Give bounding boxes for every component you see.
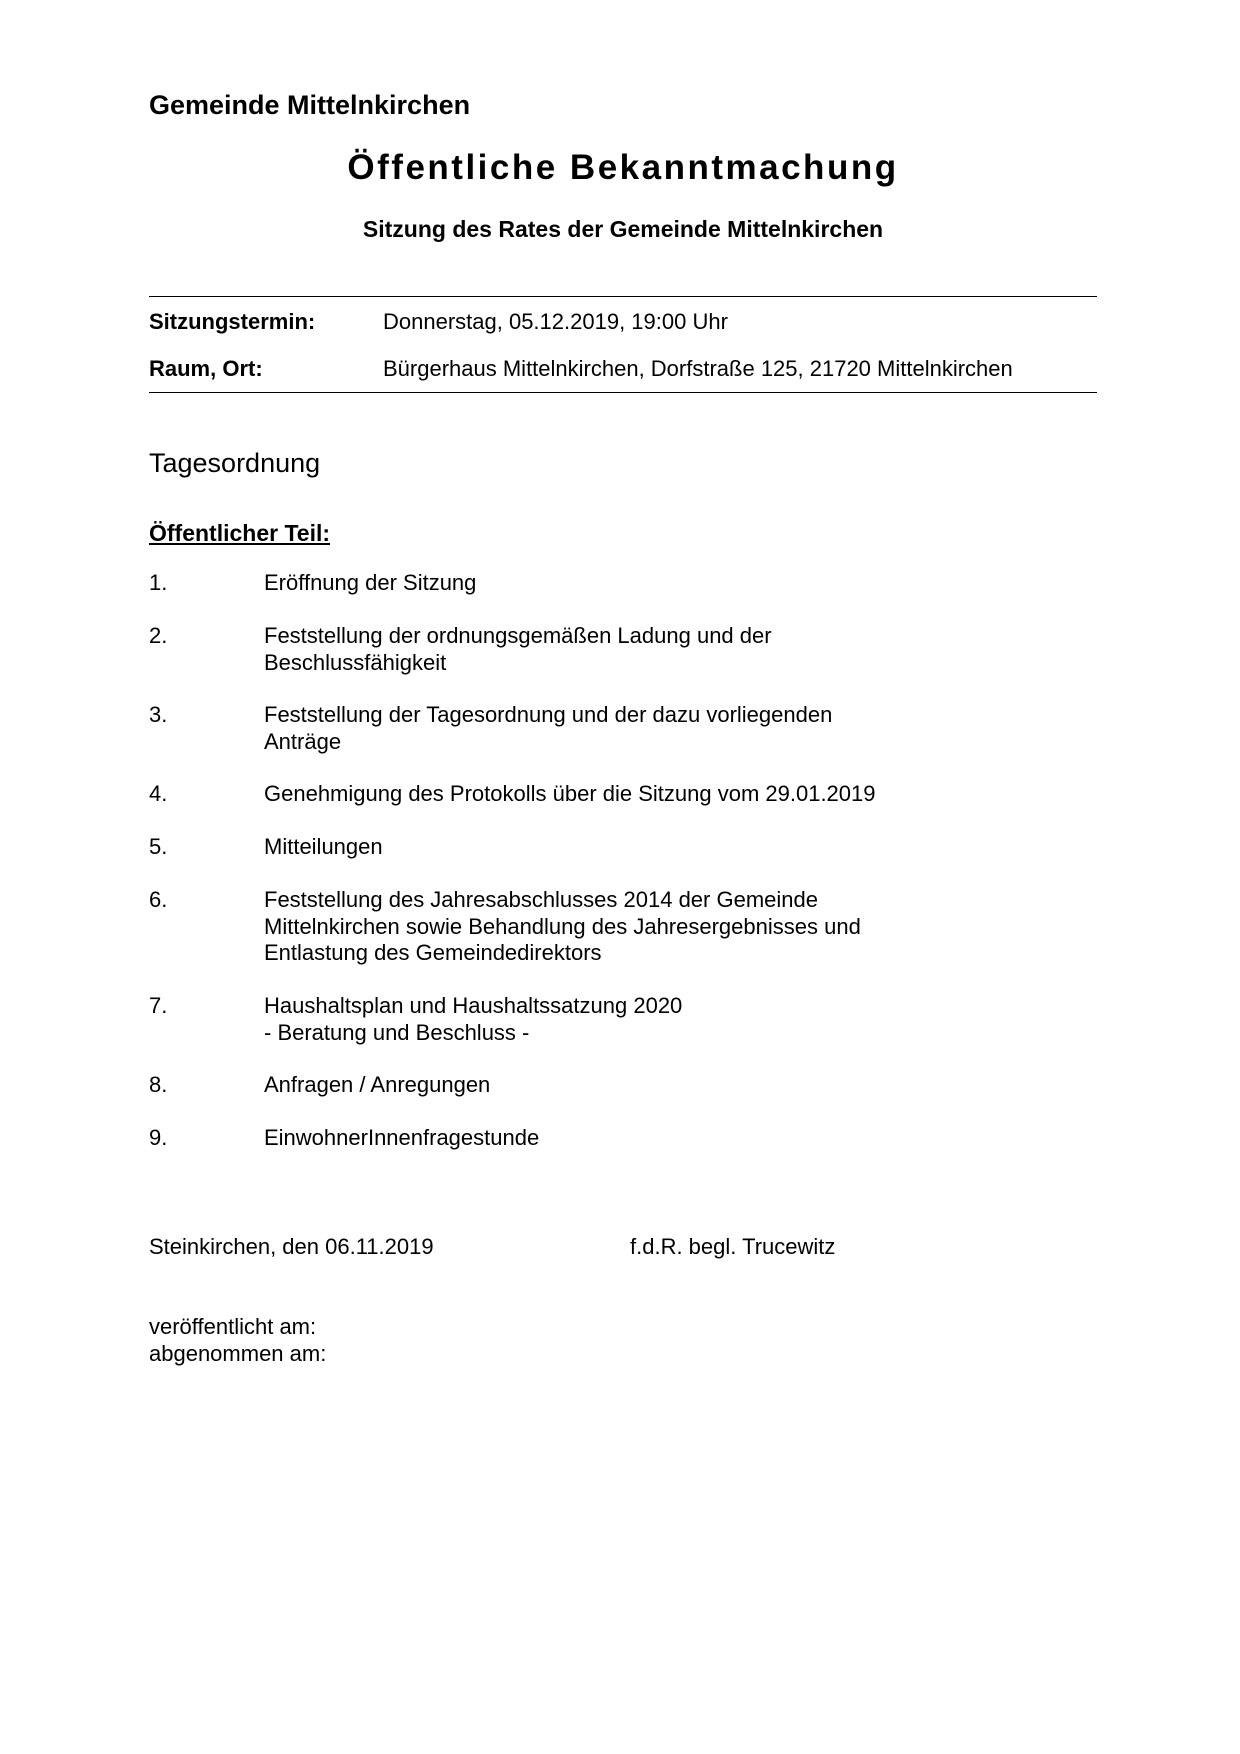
agenda-item-text: Haushaltsplan und Haushaltssatzung 2020 bbox=[264, 993, 683, 1018]
agenda-item-text: Eröffnung der Sitzung bbox=[264, 570, 477, 595]
agenda-item-number: 8. bbox=[149, 1072, 168, 1097]
agenda-item-number: 5. bbox=[149, 834, 168, 859]
meeting-place-row bbox=[149, 354, 1097, 384]
place-and-date: Steinkirchen, den 06.11.2019 bbox=[149, 1234, 434, 1259]
meeting-place-label: Raum, Ort: bbox=[149, 356, 263, 381]
agenda-item-text: Mitteilungen bbox=[264, 834, 383, 859]
agenda-item-number: 6. bbox=[149, 887, 168, 912]
agenda-item-text: Entlastung des Gemeindedirektors bbox=[264, 940, 602, 965]
meeting-date-value: Donnerstag, 05.12.2019, 19:00 Uhr bbox=[383, 309, 728, 334]
removed-on-label: abgenommen am: bbox=[149, 1341, 327, 1366]
agenda-item-text: Anträge bbox=[264, 728, 342, 754]
agenda-item-number: 1. bbox=[149, 570, 168, 595]
agenda-item-number: 4. bbox=[149, 781, 168, 806]
meeting-place-value: Bürgerhaus Mittelnkirchen, Dorfstraße 125, 21720 Mittelnkirchen bbox=[383, 356, 1013, 381]
agenda-item-text: Anfragen / Anregungen bbox=[264, 1072, 491, 1097]
municipality-name: Gemeinde Mittelnkirchen bbox=[149, 90, 471, 120]
published-on-label: veröffentlicht am: bbox=[149, 1314, 317, 1339]
agenda-item-number: 7. bbox=[149, 993, 168, 1018]
agenda-item-text: Beschlussfähigkeit bbox=[264, 649, 447, 675]
agenda-item-text: EinwohnerInnenfragestunde bbox=[264, 1125, 540, 1150]
agenda-item-text: Feststellung des Jahresabschlusses 2014 der Gemeinde bbox=[264, 887, 818, 912]
agenda-item-number: 2. bbox=[149, 623, 168, 648]
agenda-item-number: 3. bbox=[149, 702, 168, 727]
divider-top bbox=[149, 296, 1097, 297]
agenda-item-text: Feststellung der ordnungsgemäßen Ladung und der bbox=[264, 623, 772, 648]
agenda-item-number: 9. bbox=[149, 1125, 168, 1150]
agenda-item-text: - Beratung und Beschluss - bbox=[264, 1019, 530, 1045]
signature-line: f.d.R. begl. Trucewitz bbox=[630, 1234, 836, 1259]
agenda-item-text: Genehmigung des Protokolls über die Sitzung vom 29.01.2019 bbox=[264, 781, 876, 806]
agenda-heading: Tagesordnung bbox=[149, 448, 321, 478]
divider-bottom bbox=[149, 392, 1097, 393]
meeting-date-row bbox=[149, 307, 1097, 337]
agenda-item-text: Feststellung der Tagesordnung und der dazu vorliegenden bbox=[264, 702, 833, 727]
document-subtitle: Sitzung des Rates der Gemeinde Mittelnkirchen bbox=[362, 216, 884, 242]
agenda-item-text: Mittelnkirchen sowie Behandlung des Jahresergebnisses und bbox=[264, 913, 861, 939]
meeting-date-label: Sitzungstermin: bbox=[149, 309, 316, 334]
document-title: Öffentliche Bekanntmachung bbox=[347, 148, 899, 187]
public-section-heading: Öffentlicher Teil: bbox=[149, 520, 331, 546]
